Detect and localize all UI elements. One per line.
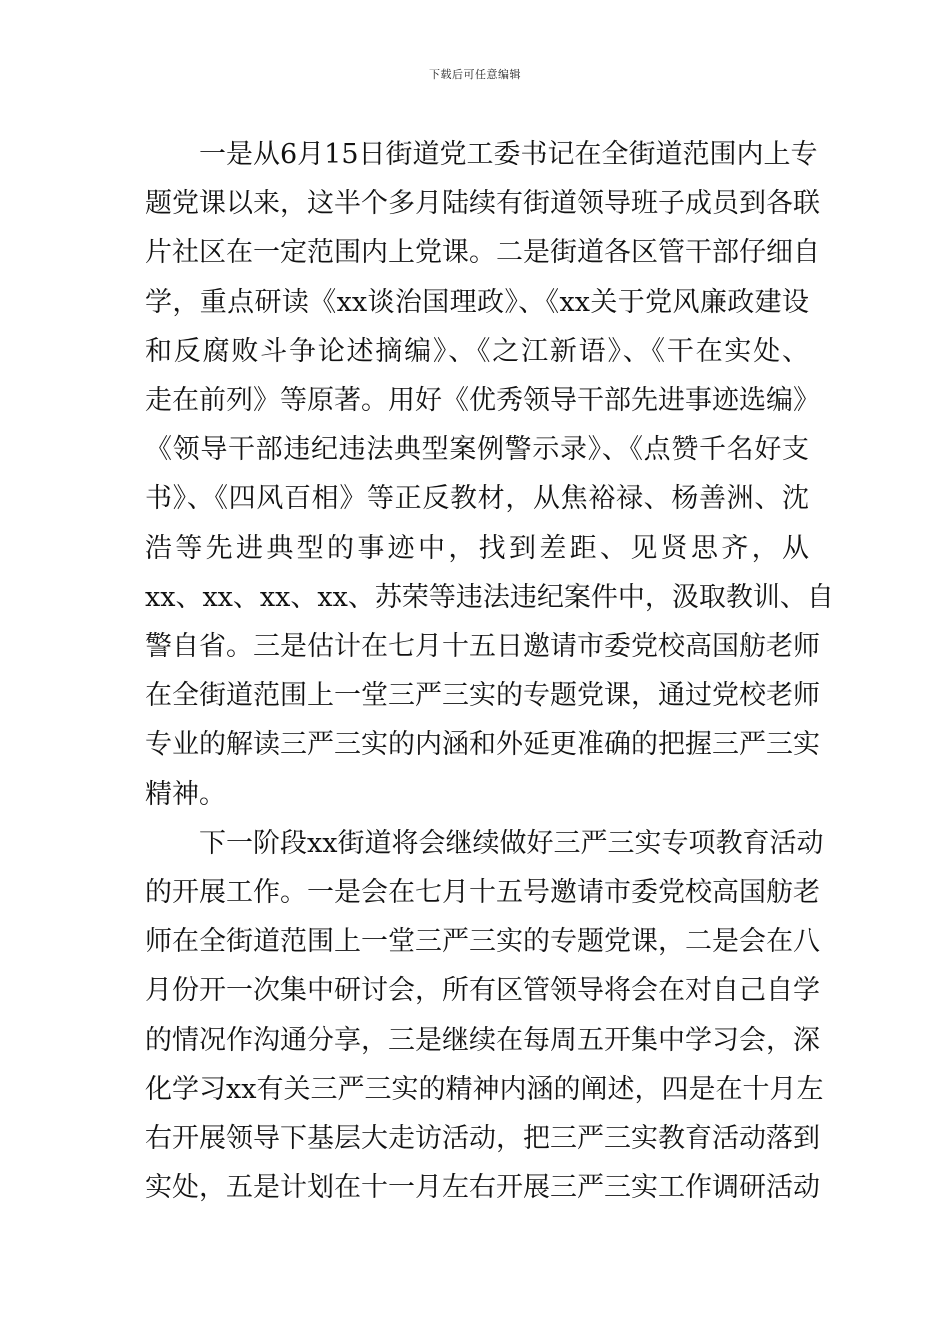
text-line: 和反腐败斗争论述摘编》、《之江新语》、《干在实处、 xyxy=(145,335,809,367)
text-line: 实处，五是计划在十一月左右开展三严三实工作调研活动 xyxy=(145,1172,820,1204)
text-line: 的开展工作。一是会在七月十五号邀请市委党校高国舫老 xyxy=(145,877,820,909)
text-line: 片社区在一定范围内上党课。二是街道各区管干部仔细自 xyxy=(145,237,820,269)
text-line: 《领导干部违纪违法典型案例警示录》、《点赞千名好支 xyxy=(145,434,809,466)
paragraph-1 xyxy=(145,130,834,819)
document-body xyxy=(145,130,834,1212)
text-line: 化学习xx有关三严三实的精神内涵的阐述，四是在十月左 xyxy=(145,1073,824,1105)
text-line: 警自省。三是估计在七月十五日邀请市委党校高国舫老师 xyxy=(145,631,820,663)
page-header: 下载后可任意编辑 xyxy=(429,68,521,81)
text-line: 浩等先进典型的事迹中，找到差距、见贤思齐，从 xyxy=(145,532,809,564)
text-line: 一是从6月15日街道党工委书记在全街道范围内上专 xyxy=(199,139,818,170)
text-line: 师在全街道范围上一堂三严三实的专题党课，二是会在八 xyxy=(145,926,820,958)
text-line: 精神。 xyxy=(145,778,226,810)
text-line: 专业的解读三严三实的内涵和外延更准确的把握三严三实 xyxy=(145,729,820,761)
text-line: 在全街道范围上一堂三严三实的专题党课，通过党校老师 xyxy=(145,680,820,712)
text-line: 题党课以来，这半个多月陆续有街道领导班子成员到各联 xyxy=(145,188,820,220)
text-line: xx、xx、xx、xx、苏荣等违法违纪案件中，汲取教训、自 xyxy=(145,581,834,613)
text-line: 走在前列》等原著。用好《优秀领导干部先进事迹选编》 xyxy=(145,385,820,417)
text-line: 书》、《四风百相》等正反教材，从焦裕禄、杨善洲、沈 xyxy=(145,483,809,515)
paragraph-2 xyxy=(145,819,824,1213)
text-line: 下一阶段xx街道将会继续做好三严三实专项教育活动 xyxy=(199,827,824,859)
text-line: 右开展领导下基层大走访活动，把三严三实教育活动落到 xyxy=(145,1123,820,1155)
text-line: 学，重点研读《xx谈治国理政》、《xx关于党风廉政建设 xyxy=(145,286,809,318)
text-line: 的情况作沟通分享，三是继续在每周五开集中学习会，深 xyxy=(145,1024,820,1056)
text-line: 月份开一次集中研讨会，所有区管领导将会在对自己自学 xyxy=(145,975,820,1007)
